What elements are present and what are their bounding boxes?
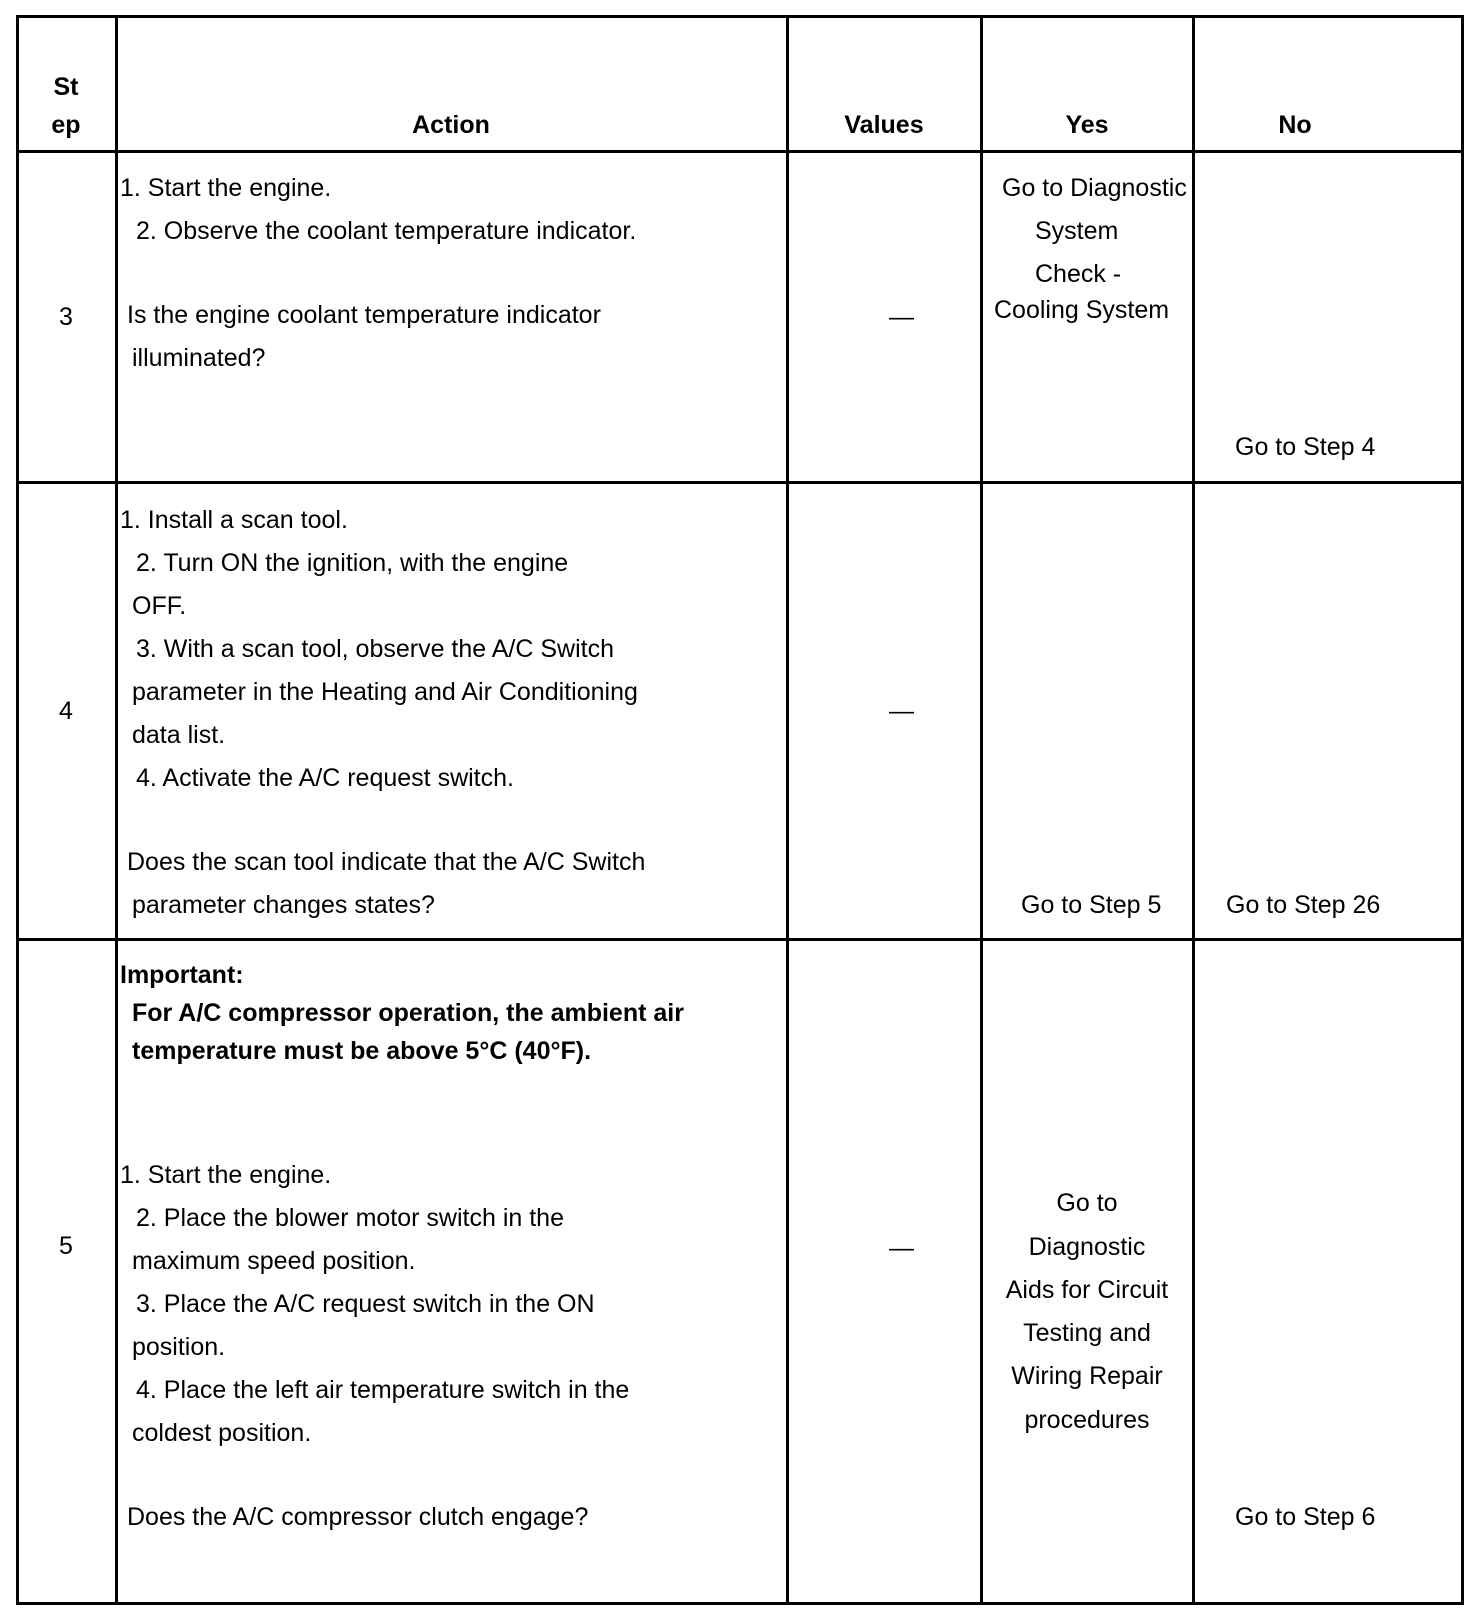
column-divider-yes <box>1192 15 1195 1605</box>
yes-step-3-line-1[interactable]: Go to Diagnostic <box>1002 174 1187 202</box>
header-no: No <box>1278 111 1312 139</box>
action-step-5-line-2: 2. Place the blower motor switch in the <box>136 1204 564 1232</box>
action-step-5-line-1: 1. Start the engine. <box>120 1161 332 1189</box>
header-action: Action <box>412 111 490 139</box>
step-number-4: 4 <box>59 697 73 725</box>
important-label: Important: <box>120 961 244 989</box>
yes-step-3-line-4[interactable]: Cooling System <box>994 296 1170 324</box>
step-number-3: 3 <box>59 303 73 331</box>
no-step-3[interactable]: Go to Step 4 <box>1235 433 1376 461</box>
value-step-4: — <box>889 697 914 725</box>
action-step-4-line-1: 1. Install a scan tool. <box>120 506 348 534</box>
yes-step-5-line-5[interactable]: Wiring Repair <box>1011 1362 1163 1390</box>
action-step-5-line-3: maximum speed position. <box>132 1247 416 1275</box>
action-step-4-line-5: parameter in the Heating and Air Conditioning <box>132 678 638 706</box>
value-step-5: — <box>889 1234 914 1262</box>
yes-step-5-line-3[interactable]: Aids for Circuit <box>1005 1276 1169 1304</box>
yes-step-3-cell <box>983 160 1191 340</box>
no-step-5[interactable]: Go to Step 6 <box>1235 1503 1376 1531</box>
yes-step-3-line-2[interactable]: System <box>1035 217 1119 245</box>
yes-step-5-line-4[interactable]: Testing and <box>1023 1319 1151 1347</box>
diagnostic-table <box>16 15 1464 1605</box>
action-step-3-line-1: 1. Start the engine. <box>120 174 332 202</box>
action-step-3-line-2: 2. Observe the coolant temperature indicator. <box>136 217 637 245</box>
row-divider-step-4 <box>16 938 1464 941</box>
column-divider-step <box>115 15 118 1605</box>
header-step-line1: St <box>53 73 79 101</box>
yes-step-4[interactable]: Go to Step 5 <box>1021 891 1162 919</box>
row-divider-step-3 <box>16 481 1464 484</box>
action-step-5-line-6: 4. Place the left air temperature switch in the <box>136 1376 630 1404</box>
row-divider-header <box>16 150 1464 153</box>
header-values: Values <box>844 111 924 139</box>
action-step-5-line-4: 3. Place the A/C request switch in the ON <box>136 1290 595 1318</box>
important-note-line-1: For A/C compressor operation, the ambient air <box>132 999 684 1027</box>
action-step-5-question: Does the A/C compressor clutch engage? <box>127 1503 589 1531</box>
important-note-line-2: temperature must be above 5°C (40°F). <box>132 1037 592 1065</box>
action-step-4-question-1: Does the scan tool indicate that the A/C Switch <box>127 848 646 876</box>
yes-step-5-line-6[interactable]: procedures <box>1024 1406 1150 1434</box>
action-step-5-line-7: coldest position. <box>132 1419 312 1447</box>
action-step-4-line-6: data list. <box>132 721 226 749</box>
step-number-5: 5 <box>59 1232 73 1260</box>
action-step-3-question-1: Is the engine coolant temperature indicator <box>127 301 601 329</box>
header-step-line2: ep <box>51 111 81 139</box>
yes-step-5-line-2[interactable]: Diagnostic <box>1028 1233 1146 1261</box>
action-step-5-line-5: position. <box>132 1333 226 1361</box>
header-yes: Yes <box>1065 111 1109 139</box>
column-divider-action <box>786 15 789 1605</box>
no-step-4[interactable]: Go to Step 26 <box>1226 891 1381 919</box>
yes-step-3-line-3[interactable]: Check - <box>1035 260 1122 288</box>
action-step-4-line-3: OFF. <box>132 592 187 620</box>
action-step-4-question-2: parameter changes states? <box>132 891 435 919</box>
yes-step-5-line-1[interactable]: Go to <box>1056 1189 1118 1217</box>
action-step-4-line-7: 4. Activate the A/C request switch. <box>136 764 514 792</box>
action-step-4-line-2: 2. Turn ON the ignition, with the engine <box>136 549 569 577</box>
action-step-3-question-2: illuminated? <box>132 344 266 372</box>
value-step-3: — <box>889 303 914 331</box>
action-step-4-line-4: 3. With a scan tool, observe the A/C Switch <box>136 635 615 663</box>
